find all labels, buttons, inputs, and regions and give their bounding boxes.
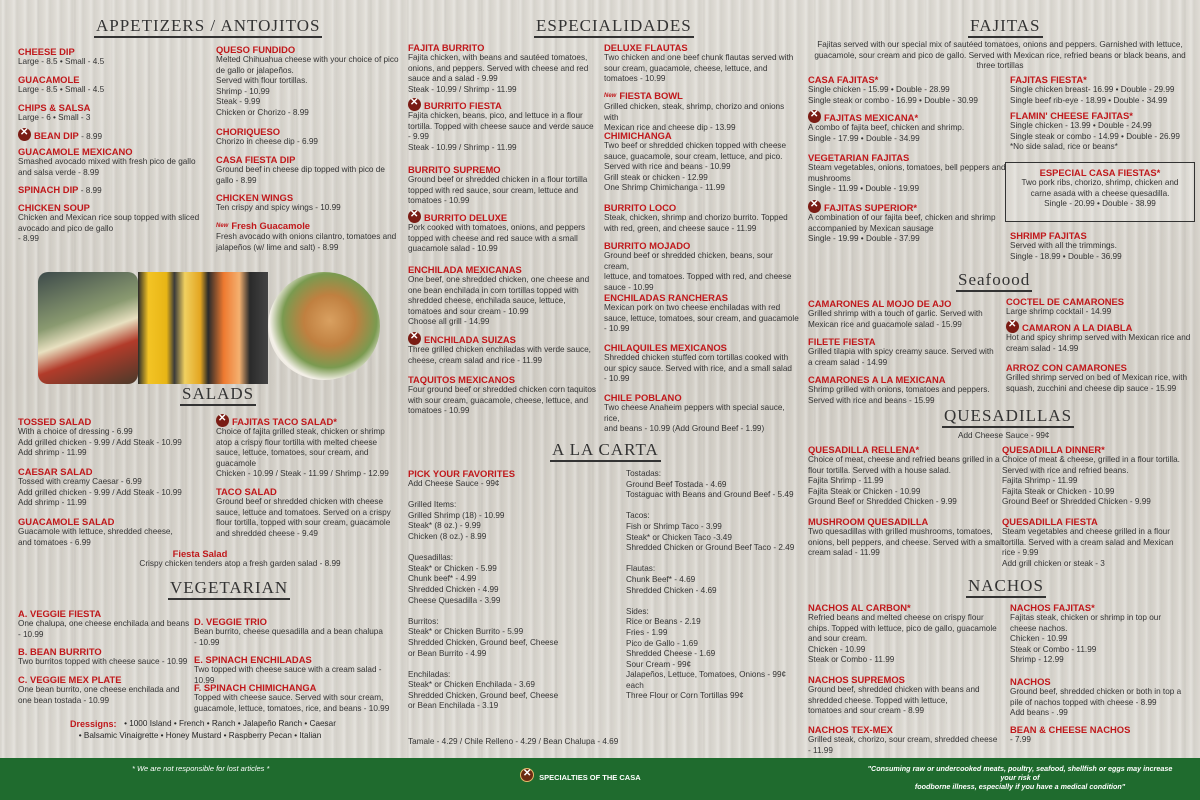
menu-item: CHORIQUESO Chorizo in cheese dip - 6.99: [216, 126, 318, 146]
alacarta-tamale: Tamale - 4.29 / Chile Relleno - 4.29 / Bean Chalupa - 4.69: [408, 737, 619, 746]
menu-item: ARROZ CON CAMARONES Grilled shrimp served on bed of Mexican rice, with squash, zucchini and cheese dip sauce - 15.99: [1006, 362, 1188, 393]
menu-item: QUESO FUNDIDO Melted Chihuahua cheese with your choice of pico de gallo or jalapeños. Served with flour tortillas. Shrimp - 10.99 Steak - 9.99 Chicken or Chorizo - 8.99: [216, 44, 399, 117]
footer-lost-articles: * We are not responsible for lost articles *: [132, 764, 270, 773]
menu-item: GUACAMOLE Large - 8.5 • Small - 4.5: [18, 74, 105, 94]
menu-item: TOSSED SALAD With a choice of dressing - 6.99 Add grilled chicken - 9.99 / Add Steak - 10.99 Add shrimp - 11.99: [18, 416, 182, 458]
section-title-quesadillas: QUESADILLAS: [942, 406, 1074, 428]
menu-item: QUESADILLA DINNER* Choice of meat & cheese, grilled in a flour tortilla. Served with rice and refried beans. Fajita Shrimp - 11.99 Fajita Steak or Chicken - 10.99 Ground Beef or Shredded Chicken - 9.99: [1002, 444, 1180, 507]
menu-item: CASA FAJITAS* Single chicken - 15.99 • Double - 28.99 Single steak or combo - 16.99 • Double - 30.99: [808, 74, 978, 105]
dressings: Dressigns: • 1000 Island • French • Ranch • Jalapeño Ranch • Caesar • Balsamic Vinaigrette • Honey Mustard • Raspberry Pecan • Italian: [70, 719, 336, 740]
menu-item: QUESADILLA FIESTA Steam vegetables and cheese grilled in a flour tortilla. Served with a cream salad and Mexican rice - 9.99 Add grill chicken or steak - 3: [1002, 516, 1174, 568]
menu-item: VEGETARIAN FAJITAS Steam vegetables, onions, tomatoes, bell peppers and mushrooms Single - 11.99 • Double - 19.99: [808, 152, 1006, 194]
menu-item: BEAN & CHEESE NACHOS - 7.99: [1010, 724, 1131, 744]
menu-item: MUSHROOM QUESADILLA Two quesadillas with grilled mushrooms, tomatoes, onions, bell peppers, and cheese. Served with a small cream salad - 11.99: [808, 516, 1004, 558]
menu-item: GUACAMOLE SALAD Guacamole with lettuce, shredded cheese, and tomatoes - 6.99: [18, 516, 173, 547]
menu-item: CHILAQUILES MEXICANOS Shredded chicken stuffed corn tortillas cooked with our spicy sauce. Served with rice, and a small salad - 10.99: [604, 342, 792, 384]
quesadillas-note: Add Cheese Sauce - 99¢: [958, 431, 1050, 440]
menu-item: ENCHILADAS RANCHERAS Mexican pork on two cheese enchiladas with red sauce, lettuce, tomatoes, sour cream, and guacamole - 10.99: [604, 292, 799, 334]
menu-item: CASA FIESTA DIP Ground beef in cheese dip topped with pico de gallo - 8.99: [216, 154, 385, 185]
panel-middle: [400, 0, 800, 758]
menu-item: CAMARONES A LA MEXICANA Shrimp grilled with onions, tomatoes and peppers. Served with rice and beans - 15.99: [808, 374, 990, 405]
menu-item: NACHOS FAJITAS* Fajitas steak, chicken or shrimp in top our cheese nachos. Chicken - 10.99 Steak or Combo - 11.99 Shrimp - 12.99: [1010, 602, 1162, 665]
menu-item: FAJITA BURRITO Fajita chicken, with beans and sautéed tomatoes, onions, and peppers. Served with cheese and red sauce and a salad - 9.99 Steak - 10.99 / Shrimp - 11.99: [408, 42, 589, 94]
panel-right: [800, 0, 1200, 758]
menu-item: CHIPS & SALSA Large - 6 • Small - 3: [18, 102, 91, 122]
section-title-seafood: Seafoood: [956, 270, 1032, 292]
footer-specialties: ✕ SPECIALTIES OF THE CASA: [520, 768, 641, 782]
menu-item: C. VEGGIE MEX PLATE One bean burrito, one cheese enchilada and one bean tostada - 10.99: [18, 674, 180, 705]
menu-item-fiesta-salad: Fiesta Salad Crispy chicken tenders atop a fresh garden salad - 8.99: [139, 548, 341, 568]
menu-item: D. VEGGIE TRIO Bean burrito, cheese quesadilla and a bean chalupa - 10.99: [194, 616, 383, 647]
menu-item: BURRITO LOCO Steak, chicken, shrimp and chorizo burrito. Topped with red, green, and cheese sauce - 11.99: [604, 202, 788, 233]
menu-item: COCTEL DE CAMARONES Large shrimp cocktail - 14.99: [1006, 296, 1125, 316]
menu-item: NACHOS AL CARBON* Refried beans and melted cheese on crispy flour chips. Topped with lettuce, pico de gallo, guacamole and sour cream. Chicken - 10.99 Steak or Combo - 11.99: [808, 602, 997, 665]
menu-item: ✕FAJITAS TACO SALAD* Choice of fajita grilled steak, chicken or shrimp atop a crispy flour tortilla with melted cheese sauce, lettuce, tomatoes, sour cream, and guacamole Chicken - 10.99 / Steak - 11.99 / Shrimp - 12.99: [216, 414, 389, 480]
panel-left: [0, 0, 400, 758]
menu-item: ✕FAJITAS SUPERIOR* A combination of our fajita beef, chicken and shrimp accompanied by Mexican sausage Single - 19.99 • Double - 37.99: [808, 200, 996, 245]
menu-item: FAJITAS FIESTA* Single chicken breast- 16.99 • Double - 29.99 Single beef rib-eye - 18.99 • Double - 34.99: [1010, 74, 1175, 105]
specialty-icon: [808, 200, 821, 213]
menu-item: FILETE FIESTA Grilled tilapia with spicy creamy sauce. Served with a cream salad - 14.99: [808, 336, 994, 367]
specialty-icon: [408, 98, 421, 111]
burrito-photo: [38, 272, 138, 384]
specialty-icon: [18, 128, 31, 141]
specialty-icon: [408, 210, 421, 223]
menu-item: DELUXE FLAUTAS Two chicken and one beef chunk flautas served with sour cream, guacamole, cheese, lettuce, and tomatoes - 10.99: [604, 42, 794, 84]
menu-item: BURRITO SUPREMO Ground beef or shredded chicken in a flour tortilla topped with red sauce, sour cream, lettuce and tomatoes - 10.99: [408, 164, 588, 206]
menu-item: E. SPINACH ENCHILADAS Two topped with cheese sauce with a cream salad - 10.99: [194, 654, 382, 685]
menu-item: TAQUITOS MEXICANOS Four ground beef or shredded chicken corn taquitos with sour cream, guacamole, cheese, lettuce, and tomatoes - 10.99: [408, 374, 596, 416]
section-title-salads: SALADS: [180, 384, 256, 406]
menu-item: CHICKEN WINGS Ten crispy and spicy wings - 10.99: [216, 192, 341, 212]
menu-item: F. SPINACH CHIMICHANGA Topped with cheese sauce. Served with sour cream, guacamole, lettuce, tomatoes, rice, and beans - 10.99: [194, 682, 390, 713]
menu-item: TACO SALAD Ground beef or shredded chicken with cheese sauce, lettuce and tomatoes. Served on a crispy flour tortilla, topped with sour cream, guacamole and shredded cheese - 9.49: [216, 486, 391, 538]
menu-item: CAESAR SALAD Tossed with creamy Caesar - 6.99 Add grilled chicken - 9.99 / Add Steak - 10.99 Add shrimp - 11.99: [18, 466, 182, 508]
menu-item: A. VEGGIE FIESTA One chalupa, one cheese enchilada and beans - 10.99: [18, 608, 190, 639]
menu-item: QUESADILLA RELLENA* Choice of meat, cheese and refried beans grilled in a flour tortilla. Served with a house salad. Fajita Shrimp - 11.99 Fajita Steak or Chicken - 10.99 Ground Beef or Shredded Chicken - 9.99: [808, 444, 1000, 507]
menu-item: CHICKEN SOUP Chicken and Mexican rice soup topped with sliced avocado and pico de gallo - 8.99: [18, 202, 200, 244]
menu-item: SPINACH DIP - 8.99: [18, 184, 102, 195]
menu-item: ENCHILADA MEXICANAS One beef, one shredded chicken, one cheese and one bean enchilada in corn tortillas topped with shredded cheese, enchilada sauce, lettuce, tomatoes and sour cream - 10.99 Choose all grill - 14.99: [408, 264, 590, 327]
menu-item: $^{New}$ Fresh Guacamole Fresh avocado with onions cilantro, tomatoes and jalapeños (w/ lime and salt) - 8.99: [216, 220, 397, 252]
section-title-fajitas: FAJITAS: [968, 16, 1043, 38]
fajitas-intro: Fajitas served with our special mix of sautéed tomatoes, onions and peppers. Garnished with lettuce, guacamole, sour cream and pico de gallo. Served with Mexican rice, refried beans or black beans, and three tortillas: [814, 40, 1186, 71]
menu-item: SHRIMP FAJITAS Served with all the trimmings. Single - 18.99 • Double - 36.99: [1010, 230, 1122, 261]
menu-item: CHILE POBLANO Two cheese Anaheim peppers with special sauce, rice, and beans - 10.99 (Add Ground Beef - 1.99): [604, 392, 785, 434]
menu-item: NACHOS Ground beef, shredded chicken or both in top a pile of nachos topped with cheese - 8.99 Add beans - .99: [1010, 676, 1182, 718]
alacarta-favorites: PICK YOUR FAVORITES Add Cheese Sauce - 99¢ Grilled Items: Grilled Shrimp (18) - 10.99 Steak* (8 oz.) - 9.99 Chicken (8 oz.) - 8.99 Quesadillas: Steak* or Chicken - 5.99 Chunk beef* - 4.99 Shredded Chicken - 4.99 Cheese Quesadilla - 3.99 Burritos: Steak* or Chicken Burrito - 5.99 Shredded Chicken, Ground beef, Cheese or Bean Burrito - 4.99 Enchiladas: Steak* or Chicken Enchilada - 3.69 Shredded Chicken, Ground beef, Cheese or Bean Enchilada - 3.19: [408, 468, 559, 711]
section-title-alacarta: A LA CARTA: [550, 440, 661, 462]
menu-item: CHEESE DIP Large - 8.5 • Small - 4.5: [18, 46, 105, 66]
menu-item: GUACAMOLE MEXICANO Smashed avocado mixed with fresh pico de gallo and salsa verde - 8.99: [18, 146, 196, 177]
menu-item: ✕BEAN DIP - 8.99: [18, 128, 102, 142]
menu-item: BURRITO MOJADO Ground beef or shredded chicken, beans, sour cream, lettuce, and tomatoes. Topped with red, and cheese sauce - 10.99: [604, 240, 792, 292]
footer-disclaimer: "Consuming raw or undercooked meats, poultry, seafood, shellfish or eggs may increase your risk of foodborne illness, especially if you have a medical condition": [867, 764, 1173, 791]
menu-item: ✕CAMARON A LA DIABLA Hot and spicy shrimp served with Mexican rice and cream salad - 14.99: [1006, 320, 1190, 354]
specialty-icon: [1006, 320, 1019, 333]
alacarta-right: Tostadas: Ground Beef Tostada - 4.69 Tostaguac with Beans and Ground Beef - 5.49 Tacos: Fish or Shrimp Taco - 3.99 Steak* or Chicken Taco -3.49 Shredded Chicken or Ground Beef Taco - 2.49 Flautas: Chunk Beef* - 4.69 Shredded Chicken - 4.69 Sides: Rice or Beans - 2.19 Fries - 1.99 Pico de Gallo - 1.69 Shredded Cheese - 1.69 Sour Cream - 99¢ Jalapeños, Lettuce, Tomatoes, Onions - 99¢ each Three Flour or Corn Tortillas 99¢: [626, 469, 795, 701]
section-title-especialidades: ESPECIALIDADES: [534, 16, 694, 38]
menu-item: NACHOS SUPREMOS Ground beef, shredded chicken with beans and shredded cheese. Topped with lettuce, tomatoes and sour cream - 8.99: [808, 674, 980, 716]
footer-bar: [0, 758, 1200, 800]
specialty-icon: [808, 110, 821, 123]
menu-item: ✕BURRITO FIESTA Fajita chicken, beans, pico, and lettuce in a flour tortilla. Topped with cheese sauce and verde sauce - 9.99 Steak - 10.99 / Shrimp - 11.99: [408, 98, 594, 153]
menu-item: ✕FAJITAS MEXICANA* A combo of fajita beef, chicken and shrimp. Single - 17.99 • Double - 34.99: [808, 110, 964, 144]
menu-item: FLAMIN' CHEESE FAJITAS* Single chicken - 13.99 • Double - 24.99 Single steak or combo - 14.99 • Double - 26.99 *No side salad, rice or beans*: [1010, 110, 1180, 152]
especial-casa-box: ESPECIAL CASA FIESTAS* Two pork ribs, chorizo, shrimp, chicken and carne asada with a cheese quesadilla. Single - 20.99 • Double - 38.99: [1005, 162, 1195, 222]
section-title-vegetarian: VEGETARIAN: [168, 578, 290, 600]
section-title-nachos: NACHOS: [966, 576, 1046, 598]
menu-item: NACHOS TEX-MEX Grilled steak, chorizo, sour cream, shredded cheese - 11.99: [808, 724, 998, 755]
specialty-icon: [408, 332, 421, 345]
fajita-plate-photo: [268, 272, 380, 380]
menu-item: CAMARONES AL MOJO DE AJO Grilled shrimp with a touch of garlic. Served with Mexican rice and guacamole salad - 15.99: [808, 298, 983, 329]
specialty-icon: [216, 414, 229, 427]
section-title-appetizers: APPETIZERS / ANTOJITOS: [94, 16, 322, 38]
menu-item: B. BEAN BURRITO Two burritos topped with cheese sauce - 10.99: [18, 646, 188, 666]
menu-item: CHIMICHANGA Two beef or shredded chicken topped with cheese sauce, guacamole, sour cream, lettuce, and pico. Served with rice and beans - 10.99 Grill steak or chicken - 12.99 One Shrimp Chimichanga - 11.99: [604, 130, 787, 193]
menu-item: $^{New}$ FIESTA BOWL Grilled chicken, steak, shrimp, chorizo and onions with Mexican rice and cheese dip - 13.99: [604, 90, 785, 133]
specialty-icon: [520, 768, 534, 782]
menu-item: ✕BURRITO DELUXE Pork cooked with tomatoes, onions, and peppers topped with cheese and red sauce with a small guacamole salad - 10.99: [408, 210, 585, 255]
menu-item: ✕ENCHILADA SUIZAS Three grilled chicken enchiladas with verde sauce, cheese, cream salad and rice - 11.99: [408, 332, 591, 366]
drinks-photo: [138, 272, 268, 384]
